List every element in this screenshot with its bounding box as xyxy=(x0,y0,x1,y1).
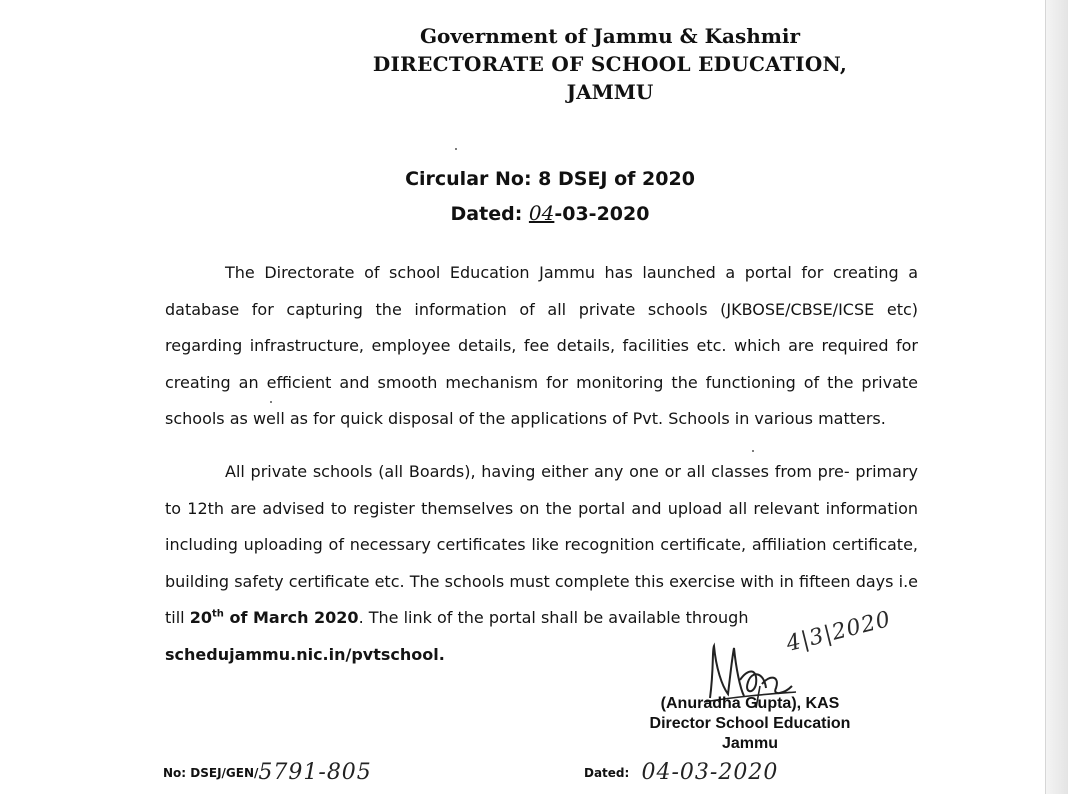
page-edge xyxy=(1045,0,1068,794)
deadline-day: 20 xyxy=(189,608,212,627)
signatory-block xyxy=(620,694,880,754)
paragraph-2-text-end: . The link of the portal shall be available through xyxy=(358,608,749,627)
deadline-suffix: th xyxy=(211,608,224,620)
signatory-place: Jammu xyxy=(721,735,779,752)
letterhead-directorate: DIRECTORATE OF SCHOOL EDUCATION, xyxy=(372,52,848,76)
circular-number: Circular No: 8 DSEJ of 2020 xyxy=(405,168,695,190)
signatory-name: (Anuradha Gupta), KAS xyxy=(660,695,840,712)
signatory-title: Director School Education xyxy=(649,715,851,732)
circular-date xyxy=(290,196,810,231)
portal-link: schedujammu.nic.in/pvtschool. xyxy=(165,644,445,664)
circular-date-label: Dated: xyxy=(450,203,529,225)
body-paragraph-1 xyxy=(165,255,918,438)
letterhead-government: Government of Jammu & Kashmir xyxy=(419,24,801,48)
footer-date xyxy=(584,760,778,785)
scan-speck xyxy=(455,148,457,150)
circular-block xyxy=(290,162,810,231)
signature-date-handwritten: 4|3|2020 xyxy=(783,606,894,657)
paragraph-2-text: All private schools (all Boards), having either any one or all classes from pre- primary to 12th are advised to register themselves on the portal and upload all relevant information including uploading of necessary certificates like recognition certificate, affiliation certificate, building safety certificate etc. The schools must complete this exercise with in fifteen days i.e till xyxy=(165,462,918,627)
reference-number xyxy=(163,760,372,785)
letterhead xyxy=(270,22,950,106)
reference-number-handwritten: 5791-805 xyxy=(258,760,372,785)
circular-date-handwritten: 04 xyxy=(528,201,555,225)
scan-speck xyxy=(752,450,754,452)
circular-date-rest: -03-2020 xyxy=(554,203,650,225)
footer-date-handwritten: 04-03-2020 xyxy=(641,760,779,785)
footer-date-label: Dated: xyxy=(584,766,634,780)
reference-number-label: No: DSEJ/GEN/ xyxy=(163,766,259,780)
deadline-date xyxy=(190,608,359,627)
letterhead-city: JAMMU xyxy=(566,80,654,104)
deadline-month-year: of March 2020 xyxy=(223,608,359,627)
paragraph-1-text: The Directorate of school Education Jammu has launched a portal for creating a database for capturing the information of all private schools (JKBOSE/CBSE/ICSE etc) regarding infrastructure, employee details, fee details, facilities etc. which are required for creating an efficient and smooth mechanism for monitoring the functioning of the private schools as well as for quick disposal of the applications of Pvt. Schools in various matters. xyxy=(165,263,918,428)
